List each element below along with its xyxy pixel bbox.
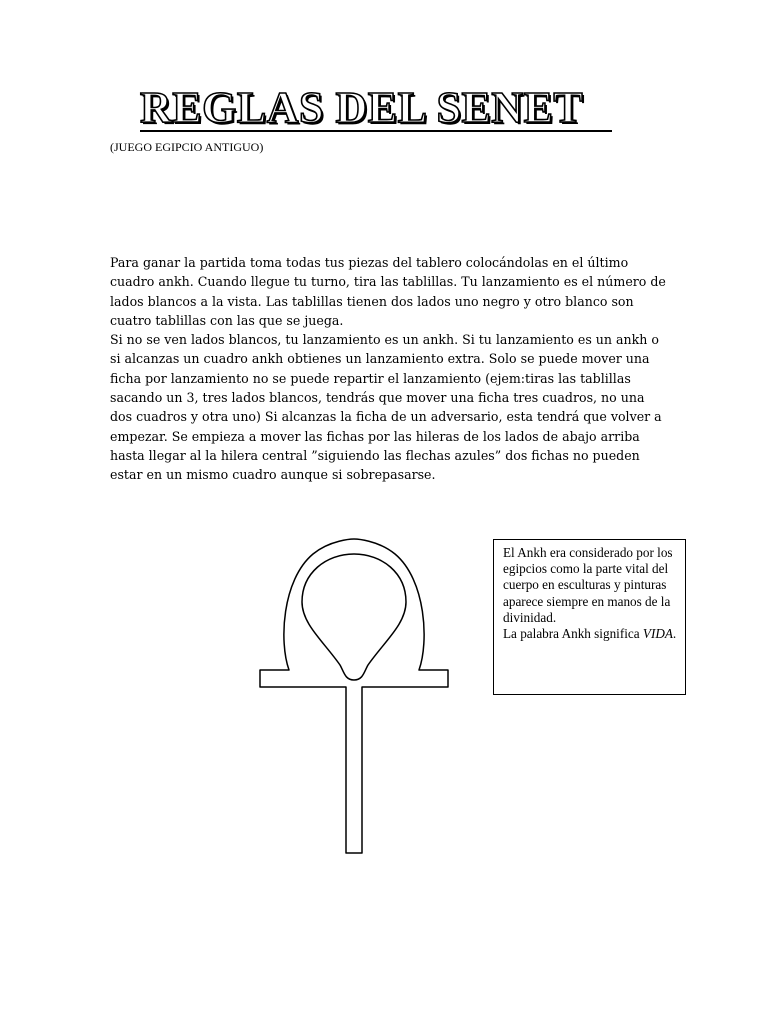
info-meaning-word: VIDA xyxy=(642,626,673,642)
info-description: El Ankh era considerado por los egipcios como la parte vital del cuerpo en esculturas y pinturas aparece siempre en manos de la divinidad. xyxy=(503,545,673,625)
ankh-icon xyxy=(258,538,450,854)
rules-text xyxy=(110,253,670,485)
info-meaning xyxy=(503,626,677,642)
info-meaning-prefix: La palabra Ankh significa xyxy=(503,626,643,642)
rules-paragraph: Para ganar la partida toma todas tus piezas del tablero colocándolas en el último cuadro ankh. Cuando llegue tu turno, tira las tablillas. Tu lanzamiento es el número de lados blancos a la vista. Las tablillas tienen dos lados uno negro y otro blanco son cuatro tablillas con las que se juega. xyxy=(110,255,666,328)
document-title: REGLAS DEL SENET xyxy=(140,83,584,132)
title-underline xyxy=(140,130,612,132)
document-subtitle: (JUEGO EGIPCIO ANTIGUO) xyxy=(110,140,264,154)
rules-paragraph: Si no se ven lados blancos, tu lanzamiento es un ankh. Si tu lanzamiento es un ankh o si alcanzas un cuadro ankh obtienes un lanzamiento extra. Solo se puede mover una ficha por lanzamiento no se puede repartir el lanzamiento (ejem:tiras las tablillas sacando un 3, tres lados blancos, tendrás que mover una ficha tres cuadros, no una dos cuadros y otra uno) Si alcanzas la ficha de un adversario, esta tendrá que volver a empezar. Se empieza a mover las fichas por las hileras de los lados de abajo arriba hasta llegar al la hilera central ”siguiendo las flechas azules” dos fichas no pueden estar en un mismo cuadro aunque si sobrepasarse. xyxy=(110,332,662,483)
info-meaning-suffix: . xyxy=(672,626,677,642)
ankh-info-box xyxy=(493,539,686,695)
